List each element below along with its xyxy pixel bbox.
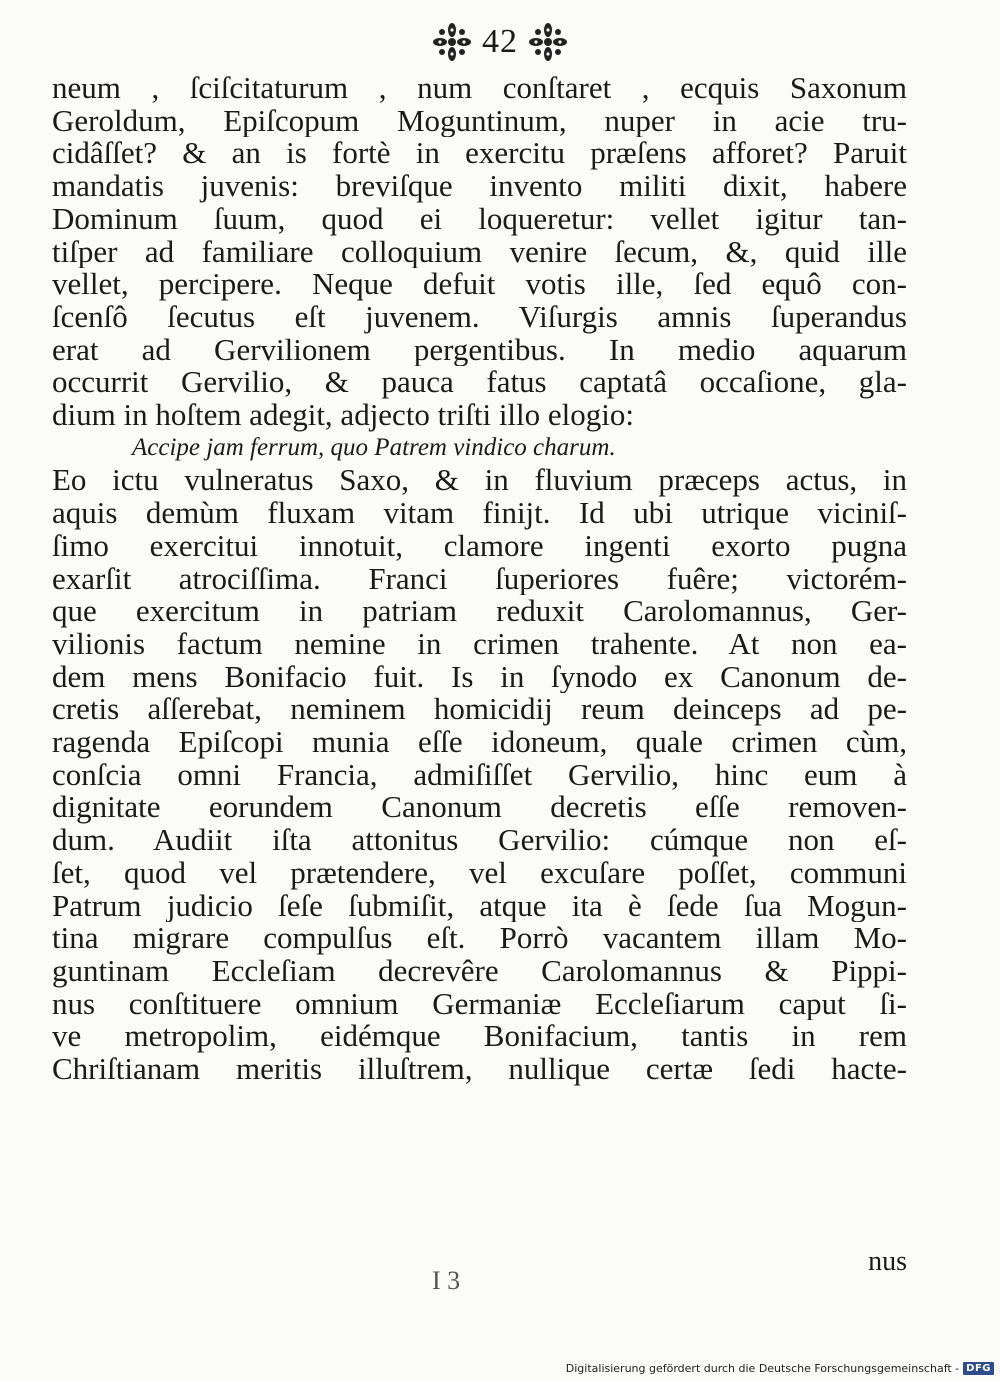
text-line: ve metropolim, eidémque Bonifacium, tantis in rem [52, 1020, 907, 1054]
text-line: ſcenſô ſecutus eſt juvenem. Viſurgis amnis ſuperandus [52, 300, 907, 334]
fleuron-icon [432, 22, 472, 62]
page-number: 42 [482, 23, 518, 60]
text-line: dem mens Bonifacio fuit. Is in ſynodo ex Canonum de- [52, 660, 907, 694]
text-line: aquis demùm fluxam vitam finijt. Id ubi utrique viciniſ- [52, 497, 907, 530]
text-line: Chriſtianam meritis illuſtrem, nullique certæ ſedi hacte- [52, 1053, 907, 1086]
catchword-row [52, 1246, 907, 1295]
text-line: erat ad Gervilionem pergentibus. In medio aquarum [52, 333, 907, 367]
text-line: dignitate eorundem Canonum decretis eſſe removen- [52, 791, 907, 825]
text-line: guntinam Eccleſiam decrevêre Carolomannus & Pippi- [52, 954, 907, 988]
text-line: Dominum ſuum, quod ei loqueretur: vellet igitur tan- [52, 202, 907, 236]
text-line: tiſper ad familiare colloquium venire ſecum, &, quid ille [52, 235, 907, 269]
text-line: vilionis factum nemine in crimen trahente. At non ea- [52, 627, 907, 661]
fleuron-icon [528, 22, 568, 62]
text-line: que exercitum in patriam reduxit Carolomannus, Ger- [52, 595, 907, 628]
text-line: Patrum judicio ſeſe ſubmiſit, atque ita è ſede ſua Mogun- [52, 889, 907, 923]
footer-text: Digitalisierung gefördert durch die Deutsche Forschungsgemeinschaft - [565, 1362, 960, 1375]
digitization-footer [566, 1362, 994, 1375]
text-line: nus conſtituere omnium Germaniæ Eccleſiarum caput ſi- [52, 987, 907, 1021]
text-line: exarſit atrociſſima. Franci ſuperiores fuêre; victorém- [52, 562, 907, 596]
text-line: Geroldum, Epiſcopum Moguntinum, nuper in acie tru- [52, 104, 907, 138]
text-line: cidâſſet? & an is fortè in exercitu præſens afforet? Paruit [52, 137, 907, 171]
text-line: ſet, quod vel prætendere, vel excuſare poſſet, communi [52, 856, 907, 890]
text-line: tina migrare compulſus eſt. Porrò vacantem illam Mo- [52, 922, 907, 955]
catchword: nus [868, 1246, 907, 1277]
text-line: dium in hoſtem adegit, adjecto triſti illo elogio: [52, 399, 635, 432]
text-line: Eo ictu vulneratus Saxo, & in fluvium præceps actus, in [52, 464, 907, 498]
text-line: vellet, percipere. Neque defuit votis ille, ſed equô con- [52, 268, 907, 301]
text-line: occurrit Gervilio, & pauca fatus captatâ occaſione, gla- [52, 366, 907, 400]
text-line: cretis aſſerebat, neminem homicidij reum deinceps ad pe- [52, 693, 907, 727]
dfg-logo: DFG [963, 1362, 994, 1375]
body-text [52, 72, 907, 1086]
text-line: dum. Audiit iſta attonitus Gervilio: cúmque non eſ- [52, 824, 907, 857]
text-line: ragenda Epiſcopi munia eſſe idoneum, quale crimen cùm, [52, 726, 907, 759]
verse-line: Accipe jam ferrum, quo Patrem vindico charum. [132, 433, 616, 461]
text-line: ſimo exercitui innotuit, clamore ingenti exorto pugna [52, 529, 907, 563]
page-header [0, 22, 1000, 62]
text-line: conſcia omni Francia, admiſiſſet Gervilio, hinc eum à [52, 758, 907, 792]
text-line: neum , ſciſcitaturum , num conſtaret , ecquis Saxonum [52, 72, 907, 105]
text-line: mandatis juvenis: breviſque invento militi dixit, habere [52, 170, 907, 203]
signature-mark: I 3 [432, 1266, 461, 1295]
